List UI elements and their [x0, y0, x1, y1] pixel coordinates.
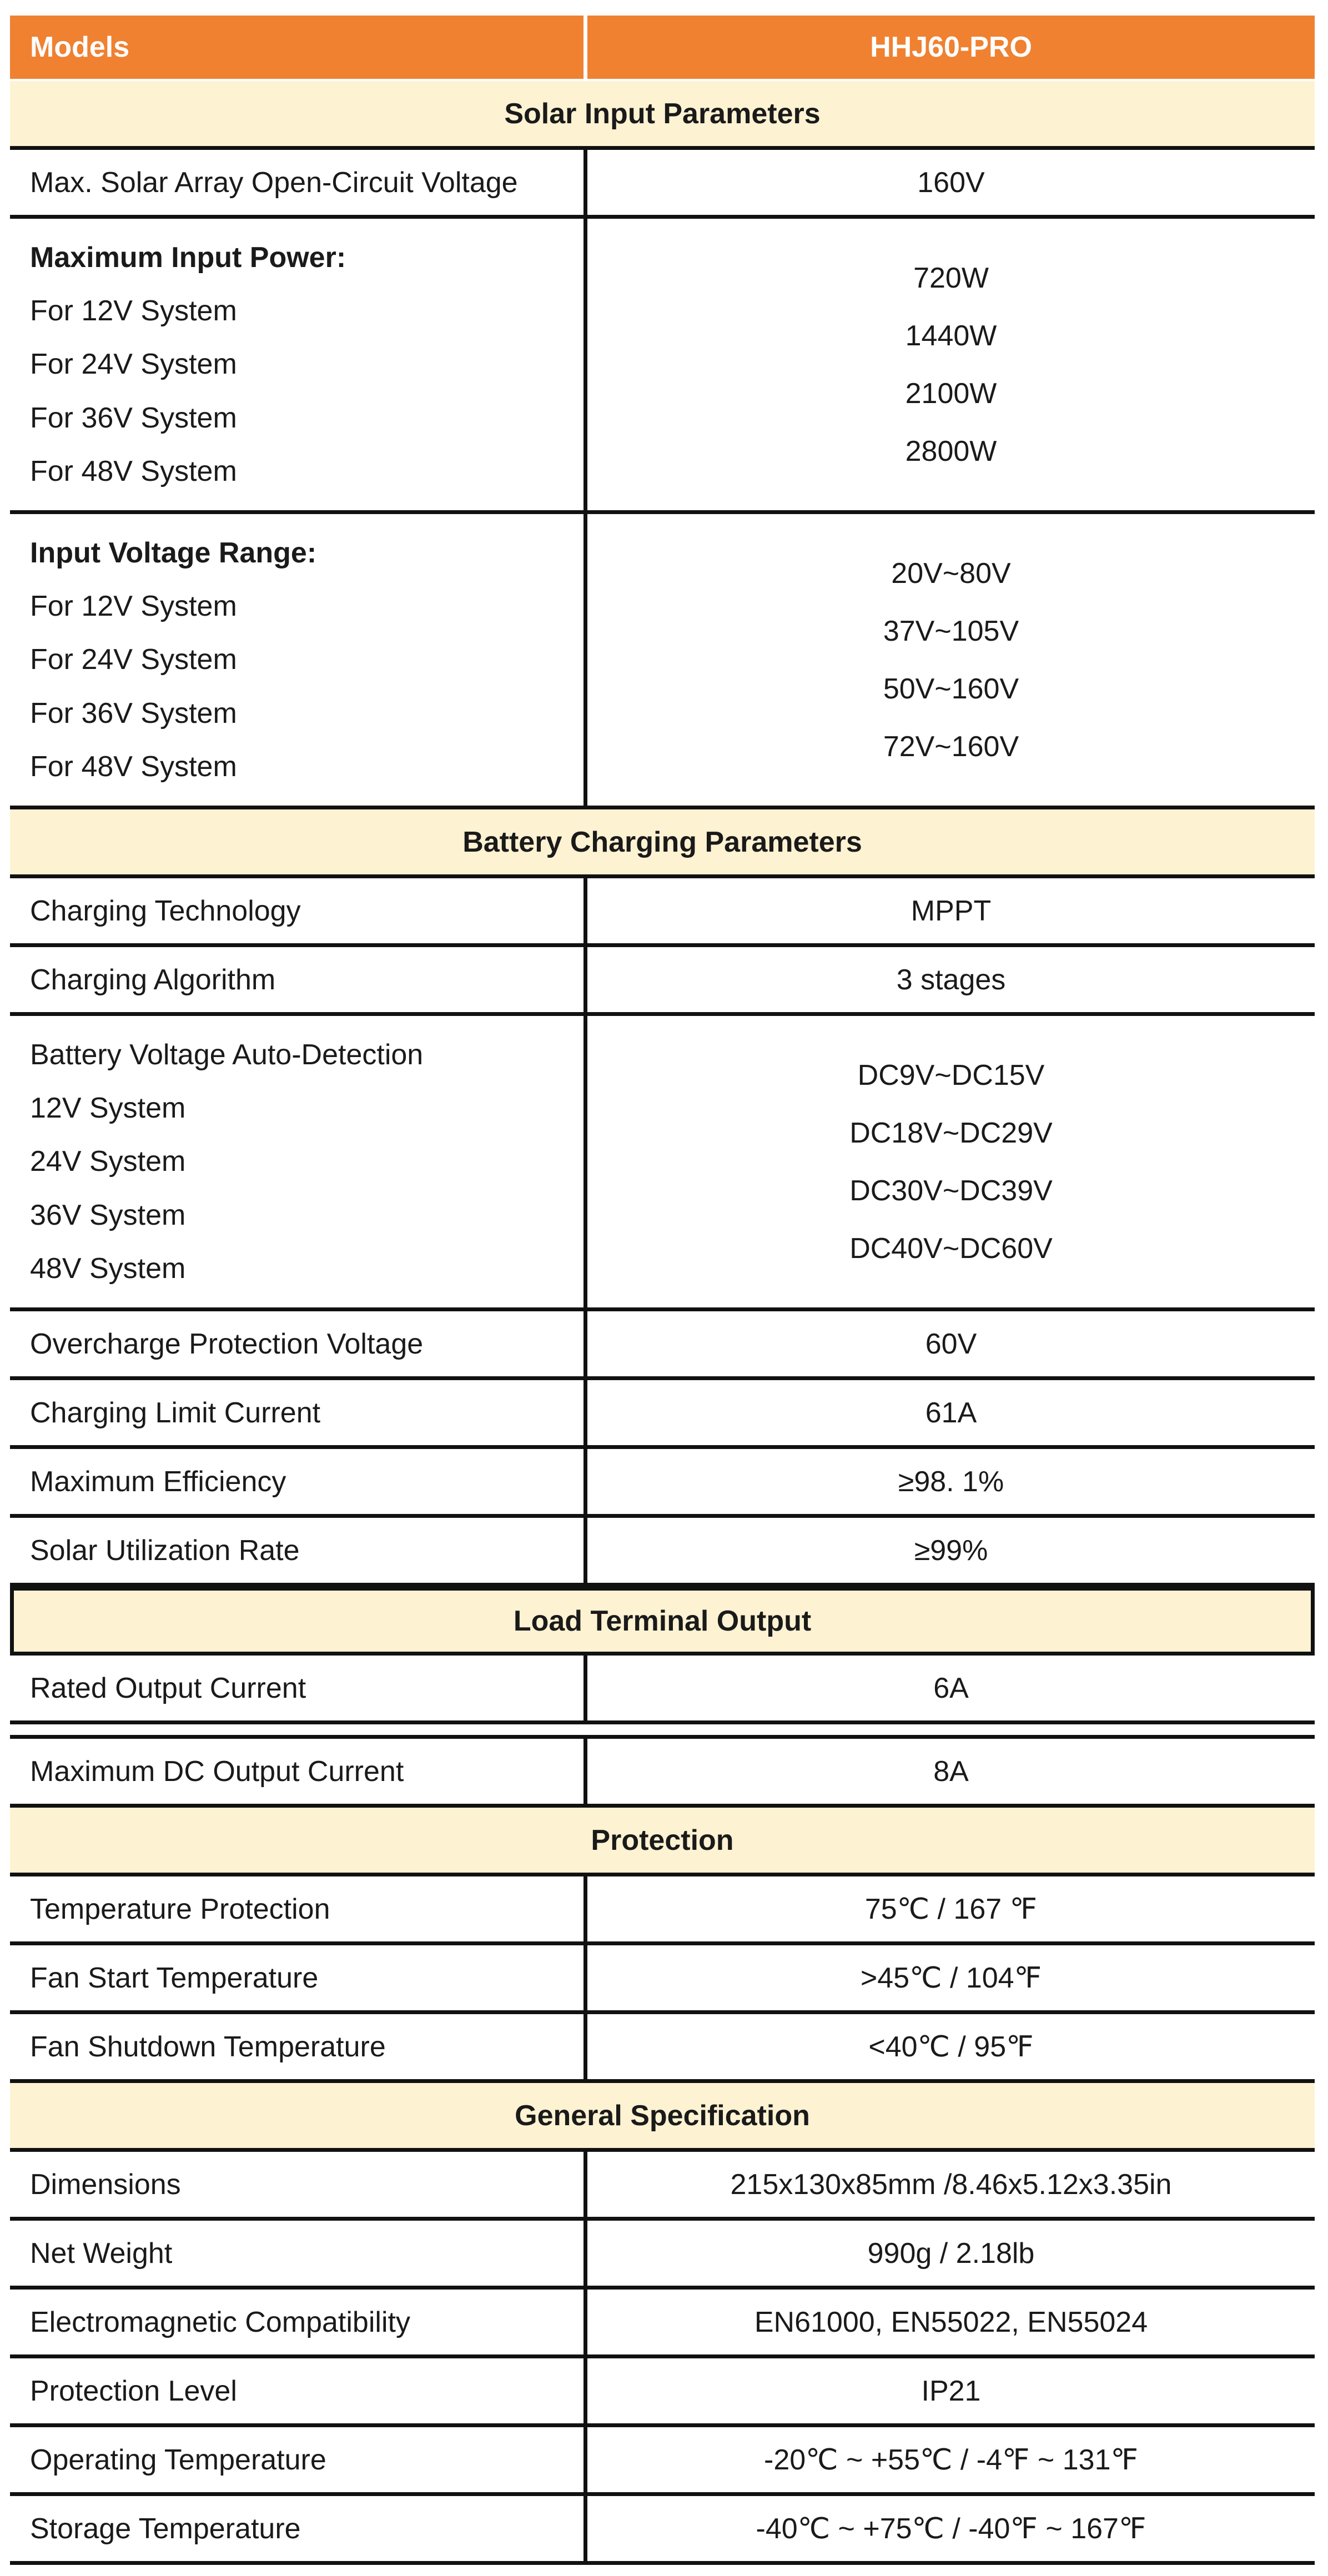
row-label: Operating Temperature — [10, 2427, 587, 2492]
row-value: 60V — [925, 1327, 977, 1360]
table-row — [10, 1518, 1315, 1587]
row-label: Net Weight — [10, 2221, 587, 2286]
row-label: Maximum DC Output Current — [10, 1739, 587, 1804]
row-value: DC9V~DC15V — [857, 1059, 1045, 1091]
row-label: Solar Utilization Rate — [10, 1518, 587, 1583]
row-value: 6A — [933, 1672, 969, 1704]
row-value: EN61000, EN55022, EN55024 — [754, 2306, 1148, 2338]
row-label: For 48V System — [30, 455, 237, 487]
row-value: 50V~160V — [883, 672, 1019, 705]
row-value: 20V~80V — [891, 557, 1011, 590]
row-label: Max. Solar Array Open-Circuit Voltage — [10, 150, 587, 215]
table-row-auto-detection — [10, 1016, 1315, 1311]
row-label: 12V System — [30, 1092, 186, 1125]
row-label: Overcharge Protection Voltage — [10, 1311, 587, 1376]
table-row — [10, 947, 1315, 1016]
table-row — [10, 2496, 1315, 2565]
row-label: For 24V System — [30, 643, 237, 676]
row-group-title: Maximum Input Power: — [30, 242, 346, 274]
row-label: Fan Start Temperature — [10, 1945, 587, 2010]
model-name: HHJ60-PRO — [870, 31, 1032, 63]
table-row-input-voltage-range — [10, 514, 1315, 809]
table-row — [10, 2014, 1315, 2083]
row-label: For 36V System — [30, 401, 237, 434]
table-row-max-input-power — [10, 219, 1315, 514]
row-value: DC30V~DC39V — [849, 1174, 1053, 1207]
row-group-title: Input Voltage Range: — [30, 537, 317, 570]
section-general-spec: General Specification — [10, 2083, 1315, 2152]
row-value: ≥99% — [914, 1534, 988, 1567]
row-value: 8A — [933, 1755, 969, 1788]
row-value: 3 stages — [896, 963, 1006, 996]
table-header — [10, 16, 1315, 81]
row-value: -20℃ ~ +55℃ / -4℉ ~ 131℉ — [764, 2443, 1138, 2476]
row-label: Temperature Protection — [10, 1876, 587, 1941]
models-label: Models — [10, 16, 587, 79]
section-protection: Protection — [10, 1808, 1315, 1876]
table-row — [10, 1739, 1315, 1808]
row-value: 75℃ / 167 ℉ — [864, 1893, 1038, 1925]
row-label: For 12V System — [30, 590, 237, 623]
row-label: Electromagnetic Compatibility — [10, 2290, 587, 2354]
row-label: For 12V System — [30, 295, 237, 328]
row-value: 72V~160V — [883, 730, 1019, 763]
table-row — [10, 2427, 1315, 2496]
row-value: DC40V~DC60V — [849, 1232, 1053, 1265]
row-value: >45℃ / 104℉ — [860, 1961, 1042, 1994]
row-value: 37V~105V — [883, 615, 1019, 647]
row-value: 215x130x85mm /8.46x5.12x3.35in — [730, 2168, 1172, 2201]
table-row — [10, 2358, 1315, 2427]
section-battery-charging: Battery Charging Parameters — [10, 809, 1315, 878]
table-row — [10, 1380, 1315, 1449]
table-row — [10, 2221, 1315, 2290]
spec-table — [10, 16, 1315, 2565]
row-value: 61A — [925, 1396, 977, 1429]
row-value: <40℃ / 95℉ — [868, 2030, 1034, 2063]
row-value: IP21 — [921, 2374, 981, 2407]
row-value: DC18V~DC29V — [849, 1116, 1053, 1149]
row-value: 720W — [913, 261, 989, 294]
table-row — [10, 1945, 1315, 2014]
row-label: 36V System — [30, 1199, 186, 1231]
section-solar-input: Solar Input Parameters — [10, 81, 1315, 150]
row-label: Fan Shutdown Temperature — [10, 2014, 587, 2079]
table-row — [10, 878, 1315, 947]
row-value: 160V — [917, 166, 985, 199]
row-label: Rated Output Current — [10, 1656, 587, 1720]
row-label: Charging Algorithm — [10, 947, 587, 1012]
row-label: For 48V System — [30, 750, 237, 783]
row-value: MPPT — [911, 894, 992, 927]
row-label: 48V System — [30, 1252, 186, 1285]
row-value: ≥98. 1% — [898, 1465, 1004, 1498]
table-row — [10, 1311, 1315, 1380]
row-label: Charging Technology — [10, 878, 587, 943]
row-value: 1440W — [905, 319, 997, 352]
row-label: 24V System — [30, 1145, 186, 1178]
row-group-title: Battery Voltage Auto-Detection — [30, 1039, 424, 1071]
row-value: 990g / 2.18lb — [867, 2237, 1035, 2270]
row-value: 2800W — [905, 435, 997, 467]
row-label: Dimensions — [10, 2152, 587, 2217]
table-row — [10, 2290, 1315, 2358]
row-label: Storage Temperature — [10, 2496, 587, 2561]
table-row — [10, 1876, 1315, 1945]
table-row — [10, 1449, 1315, 1518]
table-row — [10, 1656, 1315, 1724]
row-value: -40℃ ~ +75℃ / -40℉ ~ 167℉ — [756, 2512, 1146, 2545]
row-divider — [10, 1724, 1315, 1739]
table-row — [10, 2152, 1315, 2221]
table-row — [10, 150, 1315, 219]
row-label: Charging Limit Current — [10, 1380, 587, 1445]
row-label: Maximum Efficiency — [10, 1449, 587, 1514]
row-label: Protection Level — [10, 2358, 587, 2423]
row-label: For 36V System — [30, 697, 237, 729]
section-load-output: Load Terminal Output — [10, 1587, 1315, 1656]
row-label: For 24V System — [30, 348, 237, 381]
row-value: 2100W — [905, 377, 997, 410]
